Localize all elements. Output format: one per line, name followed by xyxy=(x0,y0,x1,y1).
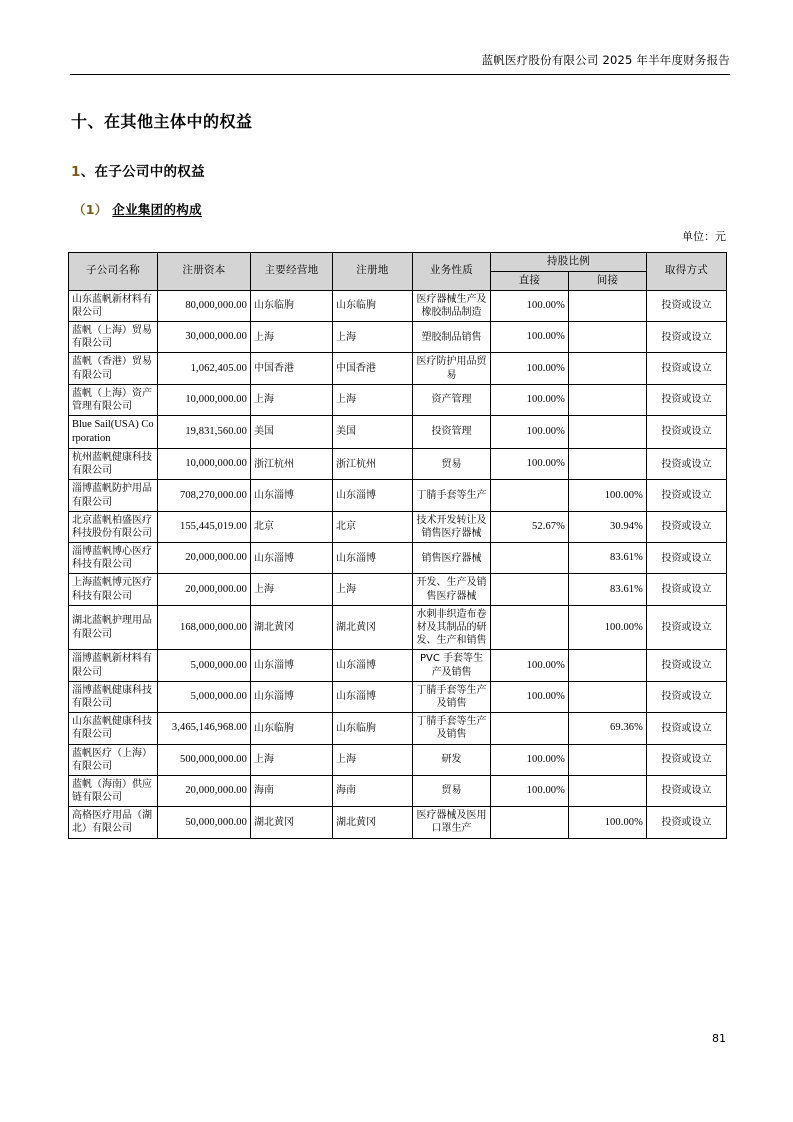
registered-capital: 5,000,000.00 xyxy=(158,650,251,681)
main-business-place: 山东淄博 xyxy=(251,650,333,681)
page-number: 81 xyxy=(712,1032,726,1045)
main-business-place: 海南 xyxy=(251,775,333,806)
registered-capital: 50,000,000.00 xyxy=(158,807,251,838)
subsidiary-name: Blue Sail(USA) Corporation xyxy=(69,416,158,449)
direct-shareholding: 100.00% xyxy=(491,322,569,353)
main-business-place: 山东临朐 xyxy=(251,290,333,321)
main-business-place: 山东淄博 xyxy=(251,543,333,574)
subsidiary-name: 高格医疗用品（湖北）有限公司 xyxy=(69,807,158,838)
business-nature: 医疗器械生产及橡胶制品制造 xyxy=(413,290,491,321)
acquisition-method: 投资或设立 xyxy=(647,605,727,650)
main-business-place: 上海 xyxy=(251,744,333,775)
direct-shareholding xyxy=(491,574,569,605)
acquisition-method: 投资或设立 xyxy=(647,480,727,511)
indirect-shareholding xyxy=(569,681,647,712)
business-nature: 医疗器械及医用口罩生产 xyxy=(413,807,491,838)
indirect-shareholding xyxy=(569,416,647,449)
table-row xyxy=(69,480,727,511)
acquisition-method: 投资或设立 xyxy=(647,511,727,542)
section-heading: 十、在其他主体中的权益 xyxy=(71,112,253,131)
table-header-row-1 xyxy=(69,253,727,272)
table-header xyxy=(69,253,727,291)
registered-capital: 3,465,146,968.00 xyxy=(158,713,251,744)
subsidiary-name: 山东蓝帆健康科技有限公司 xyxy=(69,713,158,744)
col-header-shareholding: 持股比例 xyxy=(491,253,647,272)
table-row xyxy=(69,807,727,838)
table-body xyxy=(69,290,727,838)
direct-shareholding xyxy=(491,480,569,511)
registration-place: 山东淄博 xyxy=(333,543,413,574)
acquisition-method: 投资或设立 xyxy=(647,448,727,479)
item-heading xyxy=(73,200,202,218)
table-row xyxy=(69,681,727,712)
running-header-title: 蓝帆医疗股份有限公司 2025 年半年度财务报告 xyxy=(481,53,730,67)
business-nature: 投资管理 xyxy=(413,416,491,449)
indirect-shareholding: 100.00% xyxy=(569,605,647,650)
table-row xyxy=(69,384,727,415)
subsidiary-name: 蓝帆（上海）贸易有限公司 xyxy=(69,322,158,353)
registered-capital: 20,000,000.00 xyxy=(158,574,251,605)
main-business-place: 山东淄博 xyxy=(251,480,333,511)
subsidiary-name: 湖北蓝帆护理用品有限公司 xyxy=(69,605,158,650)
col-header-registration-place: 注册地 xyxy=(333,253,413,291)
registration-place: 美国 xyxy=(333,416,413,449)
indirect-shareholding: 83.61% xyxy=(569,543,647,574)
main-business-place: 上海 xyxy=(251,322,333,353)
acquisition-method: 投资或设立 xyxy=(647,807,727,838)
col-header-name: 子公司名称 xyxy=(69,253,158,291)
table-row xyxy=(69,511,727,542)
indirect-shareholding: 69.36% xyxy=(569,713,647,744)
acquisition-method: 投资或设立 xyxy=(647,543,727,574)
direct-shareholding: 52.67% xyxy=(491,511,569,542)
subsection-label: 、在子公司中的权益 xyxy=(80,164,205,180)
table-row xyxy=(69,713,727,744)
main-business-place: 上海 xyxy=(251,384,333,415)
table-row xyxy=(69,744,727,775)
main-business-place: 浙江杭州 xyxy=(251,448,333,479)
business-nature: 医疗防护用品贸易 xyxy=(413,353,491,384)
main-business-place: 上海 xyxy=(251,574,333,605)
header-divider-rule xyxy=(70,74,730,75)
subsidiary-name: 北京蓝帆柏盛医疗科技股份有限公司 xyxy=(69,511,158,542)
unit-note: 单位：元 xyxy=(682,230,726,243)
item-label: 企业集团的构成 xyxy=(112,202,202,217)
acquisition-method: 投资或设立 xyxy=(647,713,727,744)
main-business-place: 山东淄博 xyxy=(251,681,333,712)
indirect-shareholding: 30.94% xyxy=(569,511,647,542)
acquisition-method: 投资或设立 xyxy=(647,353,727,384)
subsidiary-name: 蓝帆（海南）供应链有限公司 xyxy=(69,775,158,806)
table-row xyxy=(69,650,727,681)
registration-place: 山东临朐 xyxy=(333,290,413,321)
main-business-place: 美国 xyxy=(251,416,333,449)
registered-capital: 20,000,000.00 xyxy=(158,543,251,574)
indirect-shareholding xyxy=(569,322,647,353)
business-nature: 塑胶制品销售 xyxy=(413,322,491,353)
col-header-acquisition: 取得方式 xyxy=(647,253,727,291)
business-nature: 贸易 xyxy=(413,775,491,806)
registration-place: 山东淄博 xyxy=(333,650,413,681)
indirect-shareholding xyxy=(569,650,647,681)
subsection-number: 1 xyxy=(71,164,81,180)
main-business-place: 中国香港 xyxy=(251,353,333,384)
table-row xyxy=(69,416,727,449)
direct-shareholding: 100.00% xyxy=(491,384,569,415)
business-nature: 丁腈手套等生产 xyxy=(413,480,491,511)
registration-place: 山东淄博 xyxy=(333,480,413,511)
col-header-registered-capital: 注册资本 xyxy=(158,253,251,291)
subsidiary-name: 上海蓝帆博元医疗科技有限公司 xyxy=(69,574,158,605)
registered-capital: 708,270,000.00 xyxy=(158,480,251,511)
direct-shareholding: 100.00% xyxy=(491,681,569,712)
acquisition-method: 投资或设立 xyxy=(647,322,727,353)
acquisition-method: 投资或设立 xyxy=(647,775,727,806)
col-header-direct: 直接 xyxy=(491,271,569,290)
business-nature: PVC 手套等生产及销售 xyxy=(413,650,491,681)
indirect-shareholding xyxy=(569,353,647,384)
subsidiary-name: 蓝帆医疗（上海）有限公司 xyxy=(69,744,158,775)
table-row xyxy=(69,322,727,353)
acquisition-method: 投资或设立 xyxy=(647,416,727,449)
registered-capital: 500,000,000.00 xyxy=(158,744,251,775)
table-row xyxy=(69,605,727,650)
direct-shareholding: 100.00% xyxy=(491,650,569,681)
registered-capital: 1,062,405.00 xyxy=(158,353,251,384)
registration-place: 湖北黄冈 xyxy=(333,807,413,838)
acquisition-method: 投资或设立 xyxy=(647,681,727,712)
indirect-shareholding xyxy=(569,290,647,321)
subsidiary-name: 蓝帆（香港）贸易有限公司 xyxy=(69,353,158,384)
subsidiary-equity-table xyxy=(68,252,727,839)
subsidiary-name: 淄博蓝帆新材料有限公司 xyxy=(69,650,158,681)
subsection-heading xyxy=(71,160,205,180)
registered-capital: 80,000,000.00 xyxy=(158,290,251,321)
business-nature: 技术开发转让及销售医疗器械 xyxy=(413,511,491,542)
table-row xyxy=(69,290,727,321)
indirect-shareholding xyxy=(569,448,647,479)
direct-shareholding: 100.00% xyxy=(491,353,569,384)
main-business-place: 湖北黄冈 xyxy=(251,807,333,838)
indirect-shareholding xyxy=(569,775,647,806)
subsidiary-name: 淄博蓝帆博心医疗科技有限公司 xyxy=(69,543,158,574)
business-nature: 销售医疗器械 xyxy=(413,543,491,574)
registered-capital: 155,445,019.00 xyxy=(158,511,251,542)
registration-place: 湖北黄冈 xyxy=(333,605,413,650)
acquisition-method: 投资或设立 xyxy=(647,650,727,681)
business-nature: 丁腈手套等生产及销售 xyxy=(413,713,491,744)
direct-shareholding xyxy=(491,605,569,650)
table-row xyxy=(69,775,727,806)
direct-shareholding: 100.00% xyxy=(491,448,569,479)
direct-shareholding: 100.00% xyxy=(491,775,569,806)
registration-place: 北京 xyxy=(333,511,413,542)
indirect-shareholding: 100.00% xyxy=(569,480,647,511)
registered-capital: 30,000,000.00 xyxy=(158,322,251,353)
indirect-shareholding: 83.61% xyxy=(569,574,647,605)
registered-capital: 10,000,000.00 xyxy=(158,448,251,479)
indirect-shareholding xyxy=(569,744,647,775)
registered-capital: 5,000,000.00 xyxy=(158,681,251,712)
acquisition-method: 投资或设立 xyxy=(647,744,727,775)
acquisition-method: 投资或设立 xyxy=(647,574,727,605)
subsidiary-name: 蓝帆（上海）资产管理有限公司 xyxy=(69,384,158,415)
registration-place: 山东淄博 xyxy=(333,681,413,712)
main-business-place: 湖北黄冈 xyxy=(251,605,333,650)
col-header-main-business-place: 主要经营地 xyxy=(251,253,333,291)
col-header-business-nature: 业务性质 xyxy=(413,253,491,291)
direct-shareholding xyxy=(491,713,569,744)
direct-shareholding xyxy=(491,807,569,838)
main-business-place: 北京 xyxy=(251,511,333,542)
subsidiary-name: 山东蓝帆新材料有限公司 xyxy=(69,290,158,321)
item-number: （1） xyxy=(73,202,108,217)
main-business-place: 山东临朐 xyxy=(251,713,333,744)
table-row xyxy=(69,574,727,605)
registration-place: 山东临朐 xyxy=(333,713,413,744)
registration-place: 中国香港 xyxy=(333,353,413,384)
subsidiary-name: 淄博蓝帆防护用品有限公司 xyxy=(69,480,158,511)
registered-capital: 168,000,000.00 xyxy=(158,605,251,650)
registration-place: 上海 xyxy=(333,322,413,353)
direct-shareholding xyxy=(491,543,569,574)
table-row xyxy=(69,448,727,479)
direct-shareholding: 100.00% xyxy=(491,744,569,775)
acquisition-method: 投资或设立 xyxy=(647,384,727,415)
registered-capital: 19,831,560.00 xyxy=(158,416,251,449)
registration-place: 上海 xyxy=(333,384,413,415)
business-nature: 丁腈手套等生产及销售 xyxy=(413,681,491,712)
business-nature: 水刺非织造布卷材及其制品的研发、生产和销售 xyxy=(413,605,491,650)
registered-capital: 20,000,000.00 xyxy=(158,775,251,806)
indirect-shareholding xyxy=(569,384,647,415)
table-row xyxy=(69,543,727,574)
direct-shareholding: 100.00% xyxy=(491,416,569,449)
table-row xyxy=(69,353,727,384)
subsidiary-name: 淄博蓝帆健康科技有限公司 xyxy=(69,681,158,712)
registration-place: 上海 xyxy=(333,574,413,605)
indirect-shareholding: 100.00% xyxy=(569,807,647,838)
registered-capital: 10,000,000.00 xyxy=(158,384,251,415)
business-nature: 贸易 xyxy=(413,448,491,479)
direct-shareholding: 100.00% xyxy=(491,290,569,321)
subsidiary-name: 杭州蓝帆健康科技有限公司 xyxy=(69,448,158,479)
business-nature: 研发 xyxy=(413,744,491,775)
registration-place: 浙江杭州 xyxy=(333,448,413,479)
registration-place: 上海 xyxy=(333,744,413,775)
registration-place: 海南 xyxy=(333,775,413,806)
business-nature: 开发、生产及销售医疗器械 xyxy=(413,574,491,605)
acquisition-method: 投资或设立 xyxy=(647,290,727,321)
business-nature: 资产管理 xyxy=(413,384,491,415)
col-header-indirect: 间接 xyxy=(569,271,647,290)
